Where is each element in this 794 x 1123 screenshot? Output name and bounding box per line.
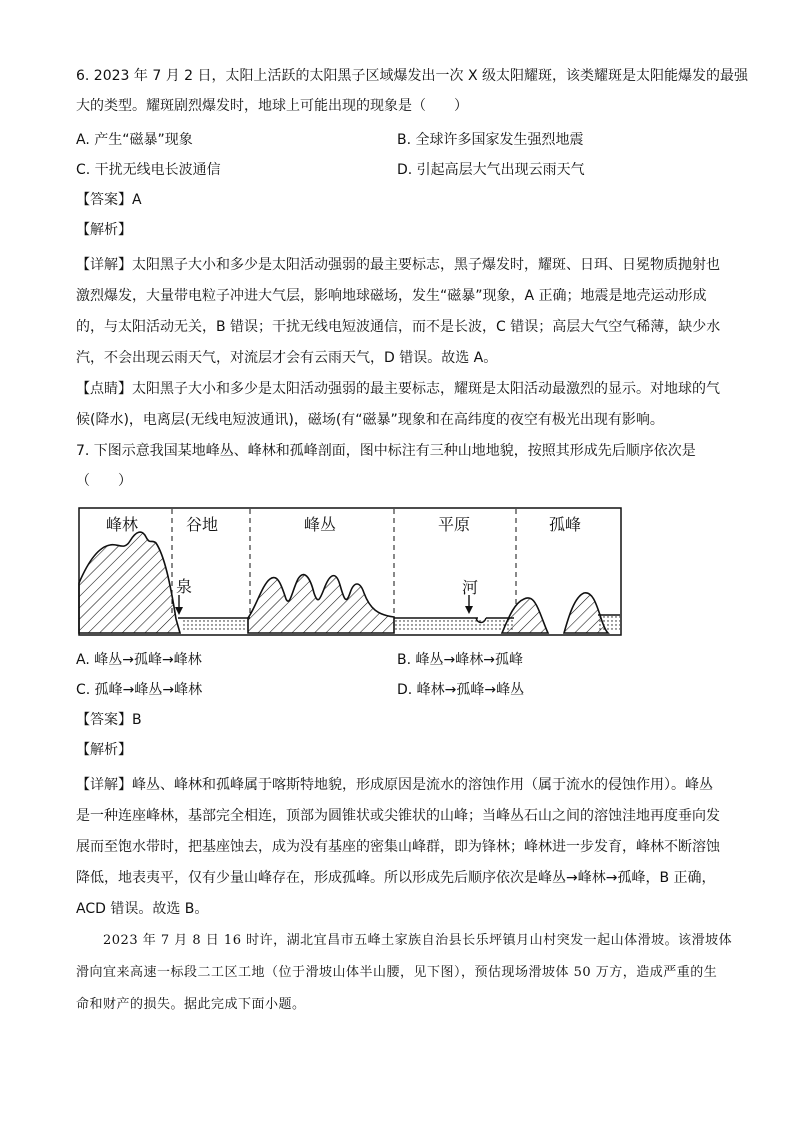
label-spring: 泉 (176, 577, 193, 596)
valley-deposit (182, 618, 248, 632)
q6-comment-line: 【点睛】太阳黑子大小和多少是太阳活动强弱的最主要标志，耀斑是太阳活动最激烈的显示。对地球的气 (76, 381, 720, 397)
q6-stem-line2: 大的类型。耀斑剧烈爆发时，地球上可能出现的现象是（ ） (76, 98, 468, 114)
material-line: 命和财产的损失。据此完成下面小题。 (76, 997, 306, 1012)
q6-detail-line: 汽，不会出现云雨天气，对流层才会有云雨天气，D 错误。故选 A。 (76, 350, 498, 366)
label-isolated-peak: 孤峰 (549, 515, 582, 534)
q6-option-c: C. 干扰无线电长波通信 (76, 162, 221, 178)
q7-answer: 【答案】B (76, 712, 142, 728)
isolated-peak-left (502, 598, 548, 633)
q7-stem-line1: 7. 下图示意我国某地峰丛、峰林和孤峰剖面，图中标注有三种山地地貌，按照其形成先后顺序依次是 (76, 443, 696, 459)
q7-detail-line: ACD 错误。故选 B。 (76, 901, 209, 917)
q6-detail-line: 的，与太阳活动无关，B 错误；干扰无线电短波通信，而不是长波，C 错误；高层大气空气稀薄，缺少水 (76, 319, 721, 335)
isolated-peak-right (564, 593, 608, 633)
q7-option-a: A. 峰丛→孤峰→峰林 (76, 652, 202, 668)
label-peak-forest: 峰林 (106, 515, 139, 534)
label-valley: 谷地 (186, 515, 219, 534)
q6-option-b: B. 全球许多国家发生强烈地震 (397, 132, 584, 148)
q7-option-b: B. 峰丛→峰林→孤峰 (397, 652, 523, 668)
q7-detail-line: 展而至饱水带时，把基座蚀去，成为没有基座的密集山峰群，即为锋林；峰林进一步发育，峰林不断溶蚀 (76, 839, 720, 855)
q6-detail-line: 激烈爆发，大量带电粒子冲进大气层，影响地球磁场，发生“磁暴”现象，A 正确；地震是地壳运动形成 (76, 288, 707, 304)
spring-arrow-head (175, 607, 183, 615)
q7-analysis-heading: 【解析】 (76, 742, 132, 758)
q7-detail-line: 是一种连座峰林，基部完全相连，顶部为圆锥状或尖锥状的山峰；当峰丛石山之间的溶蚀洼地再度垂向发 (76, 808, 720, 824)
q7-stem-line2: （ ） (76, 473, 132, 489)
q7-option-c: C. 孤峰→峰丛→峰林 (76, 682, 203, 698)
karst-profile-figure (78, 507, 622, 637)
material-line: 2023 年 7 月 8 日 16 时许，湖北宜昌市五峰土家族自治县长乐坪镇月山村突发一起山体滑坡。该滑坡体 (76, 933, 733, 948)
q7-option-d: D. 峰林→孤峰→峰丛 (397, 682, 525, 698)
q6-option-d: D. 引起高层大气出现云雨天气 (397, 162, 585, 178)
q7-detail-line: 降低，地表夷平，仅有少量山峰存在，形成孤峰。所以形成先后顺序依次是峰丛→峰林→孤峰，B 正确， (76, 870, 716, 886)
peak-cluster-mountains (248, 575, 394, 633)
q6-detail-line: 【详解】太阳黑子大小和多少是太阳活动强弱的最主要标志，黑子爆发时，耀斑、日珥、日冕物质抛射也 (76, 257, 720, 273)
q6-analysis-heading: 【解析】 (76, 222, 132, 238)
peak-forest-mountain (79, 532, 180, 633)
plain-deposit (394, 618, 514, 632)
river-arrow-head (465, 606, 473, 614)
label-peak-cluster: 峰丛 (304, 515, 337, 534)
q7-detail-line: 【详解】峰丛、峰林和孤峰属于喀斯特地貌，形成原因是流水的溶蚀作用（属于流水的侵蚀作用）。峰丛 (76, 777, 713, 793)
q6-option-a: A. 产生“磁暴”现象 (76, 132, 193, 148)
q6-comment-line: 候(降水)，电离层(无线电短波通讯)，磁场(有“磁暴”现象和在高纬度的夜空有极光出现有影响。 (76, 412, 664, 428)
material-line: 滑向宜来高速一标段二工区工地（位于滑坡山体半山腰，见下图），预估现场滑坡体 50 万方，造成严重的生 (76, 965, 718, 980)
q6-answer: 【答案】A (76, 192, 142, 208)
label-river: 河 (462, 578, 479, 597)
label-plain: 平原 (438, 515, 471, 534)
q6-stem-line1: 6. 2023 年 7 月 2 日，太阳上活跃的太阳黑子区域爆发出一次 X 级太阳耀斑，该类耀斑是太阳能爆发的最强 (76, 68, 748, 84)
